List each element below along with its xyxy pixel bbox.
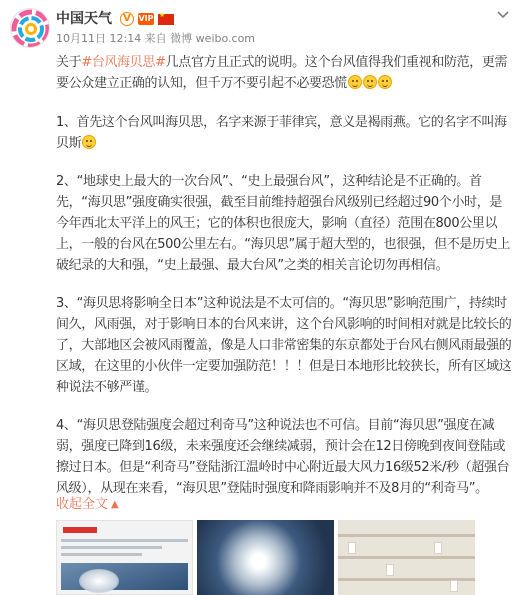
post-meta: 10月11日 12:14 来自 微博 weibo.com [56, 32, 256, 45]
author-avatar[interactable] [10, 8, 50, 48]
typhoon-cloud [79, 569, 119, 593]
weibo-weather-logo-icon [11, 9, 50, 48]
topic-link[interactable]: #台风海贝思# [81, 55, 166, 70]
text-line [61, 553, 142, 556]
chevron-down-icon[interactable] [496, 10, 510, 20]
shelf-item [386, 564, 394, 576]
post-content [56, 52, 512, 516]
thumbnail-typhoon-satellite[interactable] [197, 520, 334, 595]
shelf-item [434, 542, 442, 554]
china-flag-icon [158, 14, 174, 25]
intro-prefix: 关于 [56, 55, 82, 70]
paragraph-1 [56, 112, 512, 154]
shelf [338, 534, 475, 537]
shelf-item [348, 542, 356, 554]
shelf-item [450, 580, 458, 592]
paragraph-1-text: 1、首先这个台风叫海贝思，名字来源于菲律宾，意义是褐雨燕。它的名字不叫海贝斯 [56, 115, 507, 151]
news-header-bar [63, 527, 97, 533]
text-line [61, 539, 188, 542]
intro-text: 几点官方且正式的说明。这个台风值得我们重视和防范，更需要公众建立正确的认知，但千万不要引起不必要恐慌 [56, 55, 508, 91]
image-thumbnails [56, 520, 475, 595]
collapse-label: 收起全文 [56, 497, 109, 512]
paragraph-4: 4、“海贝思登陆强度会超过利奇马”这种说法也不可信。目前“海贝思”强度在减弱，强度已降到16级，未来强度还会继续减弱，预计会在12日傍晚到夜间登陆或擦过日本。但是“利奇马”登陆浙江温岭时中心附近最大风力16级52米/秒（超强台风级），从现在来看，“海贝思”登陆时强度和降雨影响并不及8月的“利奇马”。 [56, 418, 510, 496]
vip-icon: VIP [138, 14, 154, 23]
paragraph-2: 2、“地球史上最大的一次台风”、“史上最强台风”，这种结论是不正确的。首先，“海贝思”强度确实很强，截至目前维持超强台风级别已经超过90个小时，是今年西北太平洋上的风王；它的体积也很庞大，影响（直径）范围在800公里以上，一般的台风在500公里左右。“海贝思”属于超大型的，也很强，但不是历史上破纪录的大和强，“史上最强、最大台风”之类的相关言论切勿再相信。 [56, 174, 510, 273]
caret-up-icon: ▲ [111, 499, 119, 510]
post-header [0, 0, 524, 50]
collapse-text-link[interactable] [56, 496, 119, 514]
face-emoji-icon [378, 75, 392, 89]
face-emoji-icon [82, 135, 96, 149]
thumbnail-empty-shelves[interactable] [338, 520, 475, 595]
face-emoji-icon [348, 75, 362, 89]
face-emoji-icon [363, 75, 377, 89]
paragraph-3: 3、“海贝思将影响全日本”这种说法是不太可信的。“海贝思”影响范围广，持续时间久，风雨强，对于影响日本的台风来讲，这个台风影响的时间相对就是比较长的了，大部地区会被风雨覆盖，像是人口非常密集的东京都处于台风右侧风雨最强的区域，在这里的小伙伴一定要加强防范！！！但是日本地形比较狭长，所有区域这种说法不够严谨。 [56, 296, 512, 395]
verified-icon: V [120, 12, 134, 26]
thumbnail-news-screenshot[interactable] [56, 520, 193, 595]
author-badges [120, 10, 174, 28]
text-line [61, 546, 162, 549]
author-name[interactable]: 中国天气 [56, 11, 112, 27]
shelf [338, 556, 475, 559]
intro-paragraph [56, 52, 512, 94]
